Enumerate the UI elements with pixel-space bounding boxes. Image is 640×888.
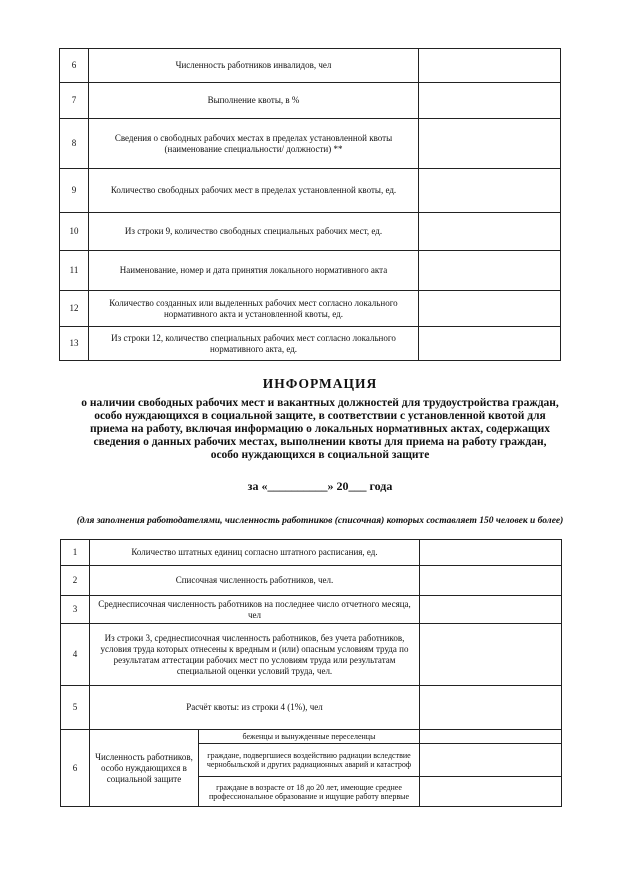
table-row [61,566,562,596]
table-row [60,291,561,327]
row-label: Численность работников инвалидов, чел [89,49,419,83]
row-value-cell[interactable] [419,49,561,83]
table-row [60,49,561,83]
row-number: 5 [61,686,90,730]
info-title: ИНФОРМАЦИЯ [262,376,378,391]
row-label: Из строки 3, среднесписочная численность работников, без учета работников, условия труда которых отнесены к вредным и (или) опасным условиям труда по результатам аттестации рабочих мест по условиям труда или результатам специальной оценки условий труда, чел. [90,624,420,686]
subcategory-label: граждане, подвергшиеся воздействию радиации вследствие чернобыльской и других радиационных аварий и катастроф [199,744,420,777]
table-row [60,251,561,291]
table-row [60,83,561,119]
row-number: 12 [60,291,89,327]
row-number: 4 [61,624,90,686]
table-row [61,540,562,566]
row-value-cell[interactable] [419,119,561,169]
table-row [61,686,562,730]
row-number: 11 [60,251,89,291]
table-row [61,624,562,686]
row-value-cell[interactable] [419,169,561,213]
row-label: Наименование, номер и дата принятия локального нормативного акта [89,251,419,291]
date-line: за «__________» 20___ года [247,479,393,493]
row-value-cell[interactable] [420,730,562,744]
row-label: Количество созданных или выделенных рабочих мест согласно локального нормативного акта и установленной квоты, ед. [89,291,419,327]
quota-table-bottom [60,539,562,807]
row-label: Из строки 9, количество свободных специальных рабочих мест, ед. [89,213,419,251]
row-value-cell[interactable] [420,540,562,566]
row-number: 1 [61,540,90,566]
row-value-cell[interactable] [420,686,562,730]
row-value-cell[interactable] [419,213,561,251]
row-number: 6 [60,49,89,83]
table-row [60,213,561,251]
row-number: 9 [60,169,89,213]
quota-table-top [59,48,561,361]
table-row [61,596,562,624]
row-label: Списочная численность работников, чел. [90,566,420,596]
row-label: Среднесписочная численность работников на последнее число отчетного месяца, чел [90,596,420,624]
row-label: Количество свободных рабочих мест в пределах установленной квоты, ед. [89,169,419,213]
group-label: Численность работников, особо нуждающихся в социальной защите [90,730,199,807]
fill-note: (для заполнения работодателями, численность работников (списочная) которых составляет 150 человек и более) [76,516,564,526]
row-number: 3 [61,596,90,624]
row-label: Расчёт квоты: из строки 4 (1%), чел [90,686,420,730]
row-value-cell[interactable] [420,566,562,596]
row-number: 8 [60,119,89,169]
row-value-cell[interactable] [420,744,562,777]
table-row [60,169,561,213]
row-value-cell[interactable] [419,83,561,119]
row-label: Из строки 12, количество специальных рабочих мест согласно локального нормативного акта, ед. [89,327,419,361]
row-value-cell[interactable] [419,327,561,361]
row-value-cell[interactable] [419,251,561,291]
table-row [60,327,561,361]
row-number: 6 [61,730,90,807]
subcategory-label: беженцы и вынужденные переселенцы [199,730,420,744]
row-number: 2 [61,566,90,596]
table-row [61,730,562,744]
info-subtitle: о наличии свободных рабочих мест и вакантных должностей для трудоустройства граждан, особо нуждающихся в социальной защите, в соответствии с установленной квотой для приема на работу, включая информацию о локальных нормативных актах, содержащих сведения о данных рабочих местах, выполнении квоты для приема на работу граждан, особо нуждающихся в социальной защите [81,397,559,461]
row-number: 10 [60,213,89,251]
row-label: Выполнение квоты, в % [89,83,419,119]
table-row [60,119,561,169]
row-label: Сведения о свободных рабочих местах в пределах установленной квоты (наименование специальности/ должности) ** [89,119,419,169]
row-number: 13 [60,327,89,361]
row-number: 7 [60,83,89,119]
row-value-cell[interactable] [420,777,562,807]
row-value-cell[interactable] [419,291,561,327]
row-value-cell[interactable] [420,624,562,686]
row-value-cell[interactable] [420,596,562,624]
row-label: Количество штатных единиц согласно штатного расписания, ед. [90,540,420,566]
subcategory-label: граждане в возрасте от 18 до 20 лет, имеющие среднее профессиональное образование и ищущие работу впервые [199,777,420,807]
